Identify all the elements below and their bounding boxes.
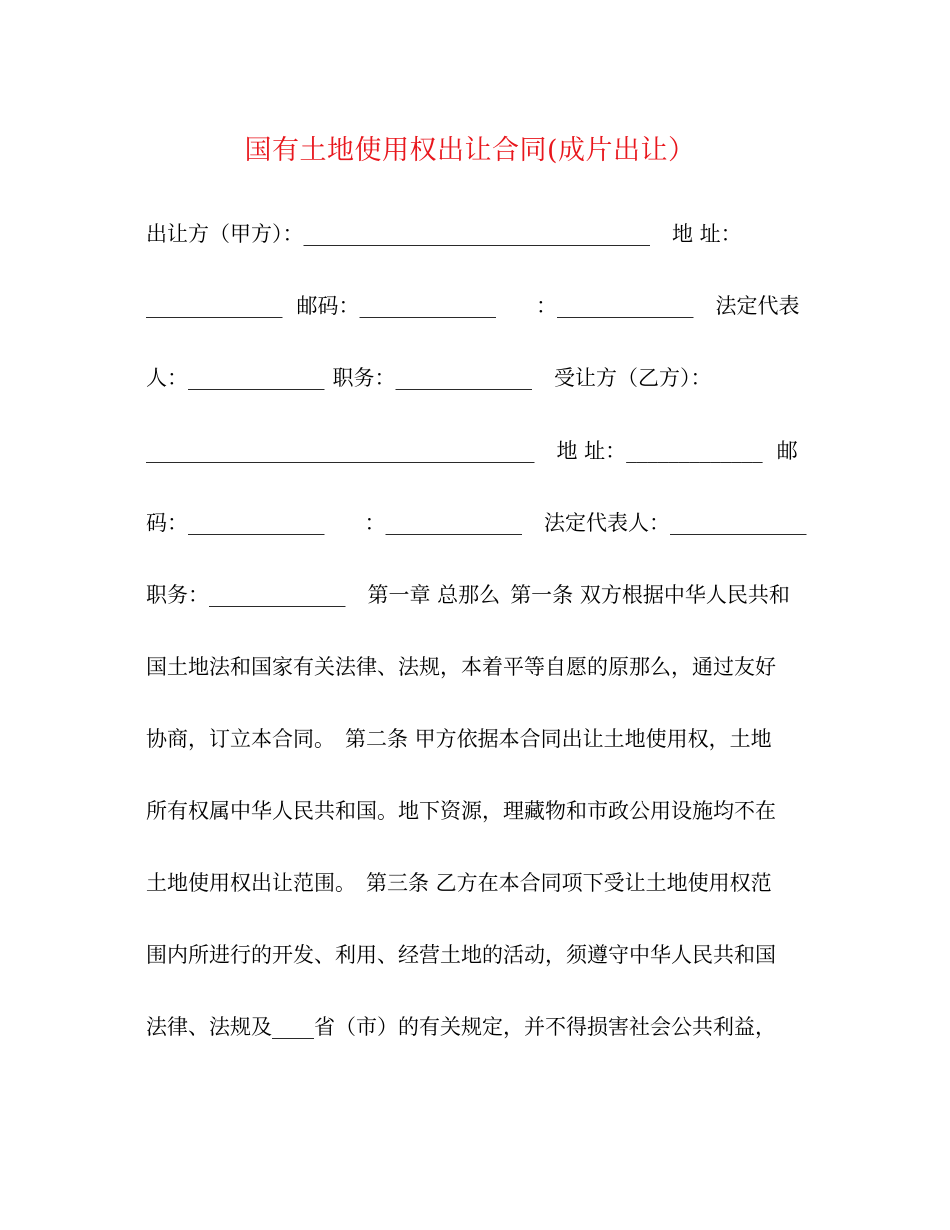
document-title: 国有土地使用权出让合同(成片出让） <box>244 135 696 166</box>
text-segment: 出让方（甲方）：_________________________________ <box>146 222 650 246</box>
text-segment: 第一条 双方根据中华人民共和 <box>510 583 790 607</box>
text-segment: 法律、法规及____省（市）的有关规定，并不得损害社会公共利益， <box>146 1015 776 1039</box>
text-segment: 第一章 总那么 <box>367 583 501 607</box>
text-segment: 码：_____________ <box>146 511 325 535</box>
text-segment: _____________ <box>146 294 283 318</box>
text-line-6 <box>146 580 806 610</box>
text-segment: 人：_____________ <box>146 366 325 390</box>
text-segment: 法定代表 <box>715 294 800 318</box>
text-segment: 地 址： <box>672 222 742 246</box>
text-segment: 职务：_____________ <box>146 583 346 607</box>
text-segment: 邮 <box>776 439 798 463</box>
text-segment: ：_____________ <box>536 294 694 318</box>
text-line-10 <box>146 868 806 898</box>
text-segment: 法定代表人：_____________ <box>544 511 807 535</box>
text-line-4 <box>146 436 806 466</box>
text-segment: 受让方（乙方）： <box>554 366 712 390</box>
text-segment: 第二条 甲方依据本合同出让土地使用权，土地 <box>345 727 772 751</box>
text-segment: 国土地法和国家有关法律、法规，本着平等自愿的原那么，通过友好 <box>146 655 776 679</box>
text-line-9 <box>146 796 806 826</box>
text-line-2 <box>146 291 806 321</box>
text-line-1 <box>146 219 806 249</box>
text-segment: ：_____________ <box>364 511 522 535</box>
text-segment: 地 址：_____________ <box>556 439 763 463</box>
text-segment: _____________________________________ <box>146 439 535 463</box>
text-line-12 <box>146 1012 806 1042</box>
text-line-5 <box>146 508 806 538</box>
text-segment: 职务：_____________ <box>332 366 532 390</box>
text-line-3 <box>146 363 806 393</box>
text-line-11 <box>146 940 806 970</box>
text-segment: 围内所进行的开发、利用、经营土地的活动，须遵守中华人民共和国 <box>146 943 776 967</box>
text-segment: 邮码：_____________ <box>296 294 496 318</box>
text-line-7 <box>146 652 806 682</box>
text-line-8 <box>146 724 806 754</box>
text-segment: 协商，订立本合同。 <box>146 727 335 751</box>
text-segment: 土地使用权出让范围。 <box>146 871 356 895</box>
text-segment: 所有权属中华人民共和国。地下资源，理藏物和市政公用设施均不在 <box>146 799 776 823</box>
text-segment: 第三条 乙方在本合同项下受让土地使用权范 <box>366 871 772 895</box>
